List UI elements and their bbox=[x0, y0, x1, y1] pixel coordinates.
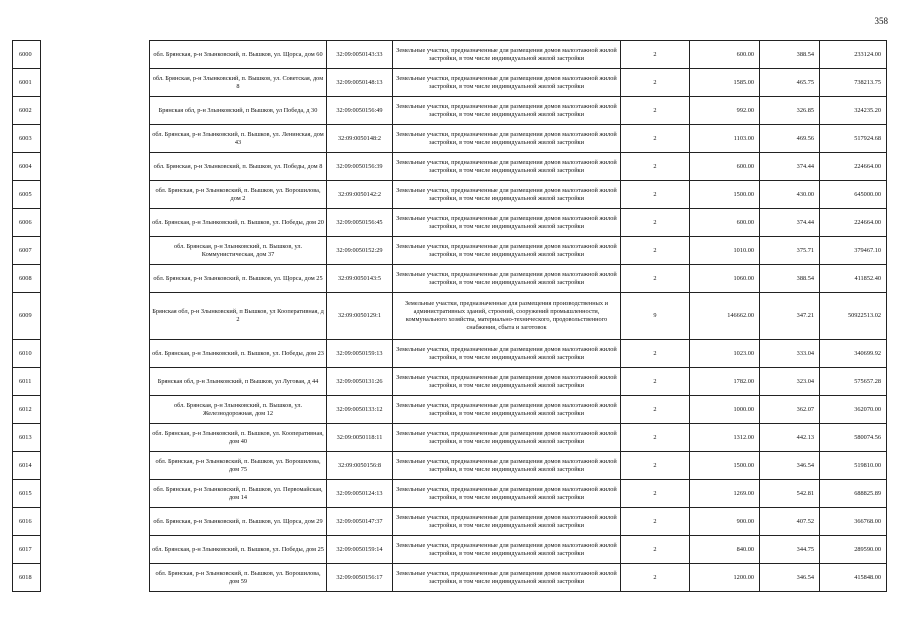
table-row bbox=[13, 480, 887, 508]
cadastral-value-cell: 411852.40 bbox=[820, 265, 887, 293]
cadastral-number-cell: 32:09:0050129:1 bbox=[327, 293, 393, 340]
address-cell: обл. Брянская, р-н Злынковский, п. Вышков, ул. Железнодорожная, дом 12 bbox=[150, 396, 327, 424]
table-row bbox=[13, 340, 887, 368]
blank-cell bbox=[41, 396, 150, 424]
cadastral-number-cell: 32:09:0050152:29 bbox=[327, 237, 393, 265]
cadastral-number-cell: 32:09:0050159:13 bbox=[327, 340, 393, 368]
land-use-cell: Земельные участки, предназначенные для размещения домов малоэтажной жилой застройки, в том числе индивидуальной жилой застройки bbox=[393, 97, 621, 125]
record-id-cell: 6008 bbox=[13, 265, 41, 293]
cadastral-value-cell: 324235.20 bbox=[820, 97, 887, 125]
land-use-cell: Земельные участки, предназначенные для размещения домов малоэтажной жилой застройки, в том числе индивидуальной жилой застройки bbox=[393, 424, 621, 452]
area-cell: 1010.00 bbox=[690, 237, 760, 265]
cadastral-number-cell: 32:09:0050156:45 bbox=[327, 209, 393, 237]
address-cell: обл. Брянская, р-н Злынковский, п. Вышков, ул. Щорса, дом 29 bbox=[150, 508, 327, 536]
land-use-cell: Земельные участки, предназначенные для размещения домов малоэтажной жилой застройки, в том числе индивидуальной жилой застройки bbox=[393, 209, 621, 237]
cadastral-number-cell: 32:09:0050156:49 bbox=[327, 97, 393, 125]
record-id-cell: 6016 bbox=[13, 508, 41, 536]
unit-value-cell: 346.54 bbox=[760, 452, 820, 480]
blank-cell bbox=[41, 536, 150, 564]
cadastral-number-cell: 32:09:0050147:37 bbox=[327, 508, 393, 536]
blank-cell bbox=[41, 340, 150, 368]
land-use-cell: Земельные участки, предназначенные для размещения домов малоэтажной жилой застройки, в том числе индивидуальной жилой застройки bbox=[393, 153, 621, 181]
address-cell: обл. Брянская, р-н Злынковский, п. Вышков, ул. Щорса, дом 60 bbox=[150, 41, 327, 69]
group-number-cell: 2 bbox=[621, 564, 690, 592]
cadastral-number-cell: 32:09:0050156:17 bbox=[327, 564, 393, 592]
land-use-cell: Земельные участки, предназначенные для размещения домов малоэтажной жилой застройки, в том числе индивидуальной жилой застройки bbox=[393, 368, 621, 396]
group-number-cell: 2 bbox=[621, 237, 690, 265]
land-use-cell: Земельные участки, предназначенные для размещения домов малоэтажной жилой застройки, в том числе индивидуальной жилой застройки bbox=[393, 265, 621, 293]
area-cell: 1585.00 bbox=[690, 69, 760, 97]
page-number: 358 bbox=[874, 16, 888, 26]
land-use-cell: Земельные участки, предназначенные для размещения домов малоэтажной жилой застройки, в том числе индивидуальной жилой застройки bbox=[393, 508, 621, 536]
blank-cell bbox=[41, 69, 150, 97]
area-cell: 840.00 bbox=[690, 536, 760, 564]
cadastral-value-cell: 517924.68 bbox=[820, 125, 887, 153]
cadastral-number-cell: 32:09:0050124:13 bbox=[327, 480, 393, 508]
group-number-cell: 2 bbox=[621, 69, 690, 97]
area-cell: 1060.00 bbox=[690, 265, 760, 293]
cadastral-number-cell: 32:09:0050143:5 bbox=[327, 265, 393, 293]
address-cell: обл. Брянская, р-н Злынковский, п. Вышков, ул. Победы, дом 20 bbox=[150, 209, 327, 237]
blank-cell bbox=[41, 209, 150, 237]
area-cell: 1500.00 bbox=[690, 181, 760, 209]
unit-value-cell: 442.13 bbox=[760, 424, 820, 452]
unit-value-cell: 362.07 bbox=[760, 396, 820, 424]
blank-cell bbox=[41, 97, 150, 125]
unit-value-cell: 374.44 bbox=[760, 209, 820, 237]
blank-cell bbox=[41, 153, 150, 181]
group-number-cell: 2 bbox=[621, 41, 690, 69]
cadastral-number-cell: 32:09:0050133:12 bbox=[327, 396, 393, 424]
unit-value-cell: 323.04 bbox=[760, 368, 820, 396]
blank-cell bbox=[41, 237, 150, 265]
unit-value-cell: 388.54 bbox=[760, 265, 820, 293]
record-id-cell: 6006 bbox=[13, 209, 41, 237]
group-number-cell: 2 bbox=[621, 340, 690, 368]
cadastral-number-cell: 32:09:0050142:2 bbox=[327, 181, 393, 209]
land-use-cell: Земельные участки, предназначенные для размещения домов малоэтажной жилой застройки, в том числе индивидуальной жилой застройки bbox=[393, 396, 621, 424]
blank-cell bbox=[41, 41, 150, 69]
area-cell: 1500.00 bbox=[690, 452, 760, 480]
area-cell: 1200.00 bbox=[690, 564, 760, 592]
table-row bbox=[13, 396, 887, 424]
unit-value-cell: 374.44 bbox=[760, 153, 820, 181]
cadastral-value-cell: 688825.89 bbox=[820, 480, 887, 508]
record-id-cell: 6018 bbox=[13, 564, 41, 592]
cadastral-value-cell: 366768.00 bbox=[820, 508, 887, 536]
unit-value-cell: 469.56 bbox=[760, 125, 820, 153]
table-row bbox=[13, 41, 887, 69]
unit-value-cell: 375.71 bbox=[760, 237, 820, 265]
blank-cell bbox=[41, 564, 150, 592]
unit-value-cell: 347.21 bbox=[760, 293, 820, 340]
blank-cell bbox=[41, 508, 150, 536]
address-cell: обл. Брянская, р-н Злынковский, п. Вышков, ул. Первомайская, дом 14 bbox=[150, 480, 327, 508]
unit-value-cell: 346.54 bbox=[760, 564, 820, 592]
table-row bbox=[13, 153, 887, 181]
record-id-cell: 6007 bbox=[13, 237, 41, 265]
land-use-cell: Земельные участки, предназначенные для размещения домов малоэтажной жилой застройки, в том числе индивидуальной жилой застройки bbox=[393, 237, 621, 265]
cadastral-value-cell: 575657.28 bbox=[820, 368, 887, 396]
area-cell: 900.00 bbox=[690, 508, 760, 536]
blank-cell bbox=[41, 125, 150, 153]
area-cell: 1269.00 bbox=[690, 480, 760, 508]
record-id-cell: 6013 bbox=[13, 424, 41, 452]
address-cell: обл. Брянская, р-н Злынковский, п. Вышков, ул. Ворошилова, дом 75 bbox=[150, 452, 327, 480]
address-cell: обл. Брянская, р-н Злынковский, п. Вышков, ул. Советская, дом 8 bbox=[150, 69, 327, 97]
unit-value-cell: 388.54 bbox=[760, 41, 820, 69]
cadastral-number-cell: 32:09:0050156:8 bbox=[327, 452, 393, 480]
address-cell: Брянская обл, р-н Злынковский, п Вышков, ул Победа, д 30 bbox=[150, 97, 327, 125]
record-id-cell: 6012 bbox=[13, 396, 41, 424]
cadastral-value-cell: 340699.92 bbox=[820, 340, 887, 368]
land-use-cell: Земельные участки, предназначенные для размещения домов малоэтажной жилой застройки, в том числе индивидуальной жилой застройки bbox=[393, 340, 621, 368]
table-row bbox=[13, 125, 887, 153]
land-use-cell: Земельные участки, предназначенные для размещения производственных и административных зданий, строений, сооружений промышленности, коммунального хозяйства, материально-технического, продовольственного снабжения, сбыта и заготовок bbox=[393, 293, 621, 340]
group-number-cell: 2 bbox=[621, 368, 690, 396]
land-use-cell: Земельные участки, предназначенные для размещения домов малоэтажной жилой застройки, в том числе индивидуальной жилой застройки bbox=[393, 452, 621, 480]
area-cell: 1782.00 bbox=[690, 368, 760, 396]
cadastral-value-cell: 224664.00 bbox=[820, 153, 887, 181]
unit-value-cell: 326.85 bbox=[760, 97, 820, 125]
table-row bbox=[13, 508, 887, 536]
cadastral-number-cell: 32:09:0050148:2 bbox=[327, 125, 393, 153]
cadastral-value-cell: 580074.56 bbox=[820, 424, 887, 452]
cadastral-number-cell: 32:09:0050131:26 bbox=[327, 368, 393, 396]
record-id-cell: 6000 bbox=[13, 41, 41, 69]
cadastral-value-cell: 645000.00 bbox=[820, 181, 887, 209]
address-cell: обл. Брянская, р-н Злынковский, п. Вышков, ул. Победы, дом 8 bbox=[150, 153, 327, 181]
cadastral-number-cell: 32:09:0050148:13 bbox=[327, 69, 393, 97]
unit-value-cell: 407.52 bbox=[760, 508, 820, 536]
record-id-cell: 6003 bbox=[13, 125, 41, 153]
group-number-cell: 2 bbox=[621, 181, 690, 209]
unit-value-cell: 465.75 bbox=[760, 69, 820, 97]
cadastral-number-cell: 32:09:0050159:14 bbox=[327, 536, 393, 564]
cadastral-value-cell: 379467.10 bbox=[820, 237, 887, 265]
table-row bbox=[13, 293, 887, 340]
area-cell: 600.00 bbox=[690, 153, 760, 181]
area-cell: 1000.00 bbox=[690, 396, 760, 424]
cadastral-value-cell: 289590.00 bbox=[820, 536, 887, 564]
cadastral-number-cell: 32:09:0050143:33 bbox=[327, 41, 393, 69]
address-cell: обл. Брянская, р-н Злынковский, п. Вышков, ул. Победы, дом 23 bbox=[150, 340, 327, 368]
blank-cell bbox=[41, 480, 150, 508]
blank-cell bbox=[41, 368, 150, 396]
cadastral-number-cell: 32:09:0050156:39 bbox=[327, 153, 393, 181]
address-cell: обл. Брянская, р-н Злынковский, п. Вышков, ул. Победы, дом 25 bbox=[150, 536, 327, 564]
cadastral-value-cell: 233124.00 bbox=[820, 41, 887, 69]
table-row bbox=[13, 209, 887, 237]
cadastral-number-cell: 32:09:0050118:11 bbox=[327, 424, 393, 452]
land-use-cell: Земельные участки, предназначенные для размещения домов малоэтажной жилой застройки, в том числе индивидуальной жилой застройки bbox=[393, 125, 621, 153]
record-id-cell: 6005 bbox=[13, 181, 41, 209]
unit-value-cell: 333.04 bbox=[760, 340, 820, 368]
group-number-cell: 2 bbox=[621, 424, 690, 452]
group-number-cell: 2 bbox=[621, 125, 690, 153]
address-cell: обл. Брянская, р-н Злынковский, п. Вышков, ул. Ворошилова, дом 59 bbox=[150, 564, 327, 592]
land-use-cell: Земельные участки, предназначенные для размещения домов малоэтажной жилой застройки, в том числе индивидуальной жилой застройки bbox=[393, 69, 621, 97]
table-row bbox=[13, 265, 887, 293]
area-cell: 600.00 bbox=[690, 41, 760, 69]
address-cell: Брянская обл, р-н Злынковский, п Вышков, ул Луговая, д 44 bbox=[150, 368, 327, 396]
land-use-cell: Земельные участки, предназначенные для размещения домов малоэтажной жилой застройки, в том числе индивидуальной жилой застройки bbox=[393, 564, 621, 592]
record-id-cell: 6004 bbox=[13, 153, 41, 181]
unit-value-cell: 542.81 bbox=[760, 480, 820, 508]
land-use-cell: Земельные участки, предназначенные для размещения домов малоэтажной жилой застройки, в том числе индивидуальной жилой застройки bbox=[393, 480, 621, 508]
cadastral-value-cell: 50922513.02 bbox=[820, 293, 887, 340]
blank-cell bbox=[41, 424, 150, 452]
record-id-cell: 6009 bbox=[13, 293, 41, 340]
record-id-cell: 6017 bbox=[13, 536, 41, 564]
cadastral-value-cell: 224664.00 bbox=[820, 209, 887, 237]
area-cell: 1312.00 bbox=[690, 424, 760, 452]
area-cell: 992.00 bbox=[690, 97, 760, 125]
address-cell: Брянская обл, р-н Злынковский, п Вышков, ул Кооперативная, д 2 bbox=[150, 293, 327, 340]
area-cell: 146662.00 bbox=[690, 293, 760, 340]
cadastral-value-cell: 519810.00 bbox=[820, 452, 887, 480]
record-id-cell: 6015 bbox=[13, 480, 41, 508]
address-cell: обл. Брянская, р-н Злынковский, п. Вышков, ул. Коммунистическая, дом 37 bbox=[150, 237, 327, 265]
table-row bbox=[13, 237, 887, 265]
land-parcel-table bbox=[12, 40, 887, 592]
area-cell: 600.00 bbox=[690, 209, 760, 237]
group-number-cell: 9 bbox=[621, 293, 690, 340]
group-number-cell: 2 bbox=[621, 536, 690, 564]
group-number-cell: 2 bbox=[621, 508, 690, 536]
group-number-cell: 2 bbox=[621, 452, 690, 480]
address-cell: обл. Брянская, р-н Злынковский, п. Вышков, ул. Кооперативная, дом 40 bbox=[150, 424, 327, 452]
land-use-cell: Земельные участки, предназначенные для размещения домов малоэтажной жилой застройки, в том числе индивидуальной жилой застройки bbox=[393, 41, 621, 69]
record-id-cell: 6010 bbox=[13, 340, 41, 368]
record-id-cell: 6002 bbox=[13, 97, 41, 125]
blank-cell bbox=[41, 452, 150, 480]
group-number-cell: 2 bbox=[621, 265, 690, 293]
table-body bbox=[13, 41, 887, 592]
address-cell: обл. Брянская, р-н Злынковский, п. Вышков, ул. Ворошилова, дом 2 bbox=[150, 181, 327, 209]
area-cell: 1023.00 bbox=[690, 340, 760, 368]
table-row bbox=[13, 368, 887, 396]
group-number-cell: 2 bbox=[621, 153, 690, 181]
cadastral-value-cell: 415848.00 bbox=[820, 564, 887, 592]
blank-cell bbox=[41, 265, 150, 293]
group-number-cell: 2 bbox=[621, 209, 690, 237]
record-id-cell: 6014 bbox=[13, 452, 41, 480]
cadastral-value-cell: 362070.00 bbox=[820, 396, 887, 424]
record-id-cell: 6011 bbox=[13, 368, 41, 396]
unit-value-cell: 344.75 bbox=[760, 536, 820, 564]
land-use-cell: Земельные участки, предназначенные для размещения домов малоэтажной жилой застройки, в том числе индивидуальной жилой застройки bbox=[393, 181, 621, 209]
blank-cell bbox=[41, 293, 150, 340]
table-row bbox=[13, 564, 887, 592]
group-number-cell: 2 bbox=[621, 396, 690, 424]
table-row bbox=[13, 452, 887, 480]
record-id-cell: 6001 bbox=[13, 69, 41, 97]
blank-cell bbox=[41, 181, 150, 209]
unit-value-cell: 430.00 bbox=[760, 181, 820, 209]
table-row bbox=[13, 69, 887, 97]
table-row bbox=[13, 181, 887, 209]
address-cell: обл. Брянская, р-н Злынковский, п. Вышков, ул. Щорса, дом 25 bbox=[150, 265, 327, 293]
group-number-cell: 2 bbox=[621, 97, 690, 125]
land-use-cell: Земельные участки, предназначенные для размещения домов малоэтажной жилой застройки, в том числе индивидуальной жилой застройки bbox=[393, 536, 621, 564]
table-row bbox=[13, 97, 887, 125]
address-cell: обл. Брянская, р-н Злынковский, п. Вышков, ул. Ленинская, дом 43 bbox=[150, 125, 327, 153]
area-cell: 1103.00 bbox=[690, 125, 760, 153]
cadastral-value-cell: 738213.75 bbox=[820, 69, 887, 97]
table-row bbox=[13, 536, 887, 564]
group-number-cell: 2 bbox=[621, 480, 690, 508]
table-row bbox=[13, 424, 887, 452]
